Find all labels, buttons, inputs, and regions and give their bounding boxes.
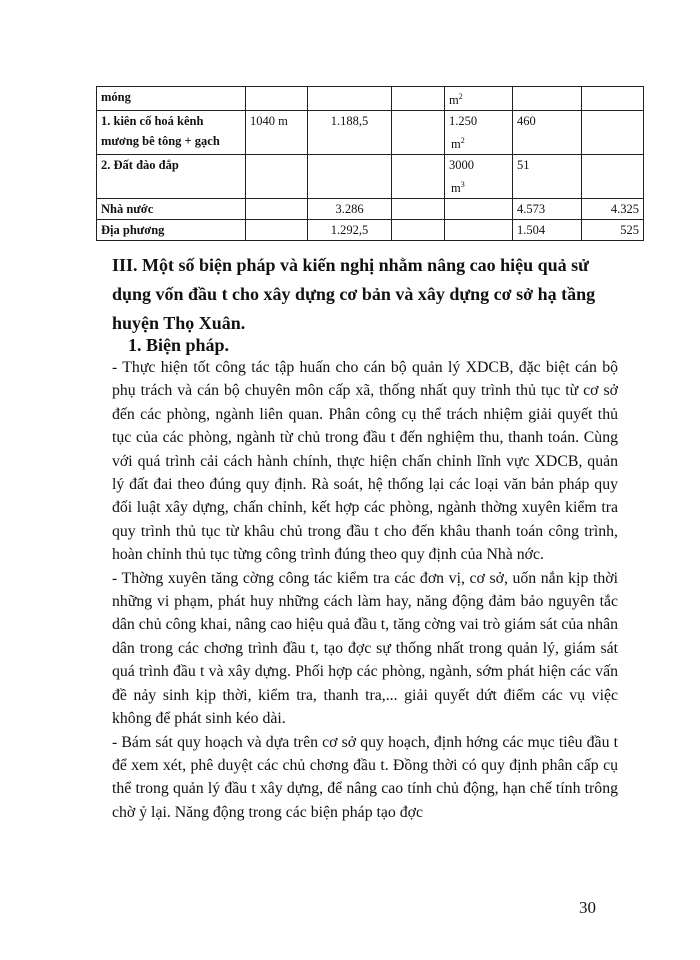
table-cell: 460 <box>513 111 582 155</box>
table-row <box>97 199 644 220</box>
body-text <box>112 356 618 824</box>
section-heading: III. Một số biện pháp và kiến nghị nhằm nâng cao hiệu quả sử dụng vốn đầu t cho xây dựng cơ bản và xây dựng cơ sở hạ tầng huyện Thọ Xuân. <box>112 255 596 333</box>
table-cell <box>513 87 582 111</box>
table-cell: 525 <box>582 220 644 241</box>
table-cell: 4.573 <box>513 199 582 220</box>
table-cell <box>308 155 392 199</box>
table-cell <box>582 87 644 111</box>
table-row <box>97 220 644 241</box>
table-cell: Địa phương <box>97 220 246 241</box>
table-cell <box>392 220 445 241</box>
table-cell <box>445 87 513 111</box>
table-cell: 4.325 <box>582 199 644 220</box>
table-cell <box>246 87 308 111</box>
table-row <box>97 155 644 199</box>
page-number: 30 <box>579 898 596 917</box>
table-cell <box>445 111 513 155</box>
table-row <box>97 87 644 111</box>
table-cell <box>392 155 445 199</box>
table-cell <box>392 111 445 155</box>
table-cell <box>246 155 308 199</box>
table-cell <box>246 199 308 220</box>
table-row <box>97 111 644 155</box>
table-cell <box>246 220 308 241</box>
subsection-heading: 1. Biện pháp. <box>128 335 230 355</box>
table-cell: Nhà nước <box>97 199 246 220</box>
unit-label: $m^2$ <box>449 92 463 108</box>
table-cell: móng <box>97 87 246 111</box>
table-cell <box>445 155 513 199</box>
table-cell <box>582 111 644 155</box>
table-cell <box>392 87 445 111</box>
table-cell: 1.292,5 <box>308 220 392 241</box>
table-cell <box>582 155 644 199</box>
table-cell <box>308 87 392 111</box>
data-table <box>96 86 644 241</box>
unit-label: $m^3$ <box>451 180 465 196</box>
table-cell: 51 <box>513 155 582 199</box>
table-cell <box>445 199 513 220</box>
table-cell <box>392 199 445 220</box>
paragraph: - Thờng xuyên tăng cờng công tác kiểm tra các đơn vị, cơ sở, uốn nắn kịp thời những vi phạm, phát huy những cách làm hay, năng động đảm bảo nguyên tắc dân chủ công khai, nâng cao hiệu quả đầu t, tăng cờng vai trò giám sát của nhân dân trong các chơng trình đầu t, tạo đợc sự thống nhất trong quản lý, giám sát quá trình đầu t và xây dựng. Phối hợp các phòng, ngành, sớm phát hiện các vấn đề nảy sinh kịp thời, kiểm tra, thanh tra,... giải quyết dứt điểm các vụ việc không để phát sinh kéo dài. <box>112 569 618 728</box>
table-cell <box>445 220 513 241</box>
table-cell: 3.286 <box>308 199 392 220</box>
table-cell: 1.504 <box>513 220 582 241</box>
cell-value: 1.250 <box>449 114 478 129</box>
table-cell: 2. Đất đào đắp <box>97 155 246 199</box>
table-cell: 1.188,5 <box>308 111 392 155</box>
paragraph: - Thực hiện tốt công tác tập huấn cho cán bộ quản lý XDCB, đặc biệt cán bộ phụ trách và cán bộ chuyên môn cấp xã, thống nhất quy trình thủ tục từ cơ sở đến các phòng, ngành liên quan. Phân công cụ thể trách nhiệm giải quyết thủ tục của các phòng, ngành từ chủ trong đầu t đến nghiệm thu, thanh toán. Cùng với quá trình cải cách hành chính, thực hiện chấn chỉnh lĩnh vực XDCB, quản lý đất đai theo đúng quy định. Rà soát, hệ thống lại các loại văn bản pháp quy đối luật xây dựng, chấn chỉnh, kết hợp các phòng, ngành thờng xuyên kiểm tra quy trình thủ tục từ khâu chủ trong đầu t cho đến khâu thanh toán công trình, hoàn chỉnh thủ tục từng công trình đúng theo quy định của Nhà nớc. <box>112 359 618 564</box>
unit-label: $m^2$ <box>451 136 465 152</box>
cell-value: 3000 <box>449 158 474 173</box>
table-cell: 1040 m <box>246 111 308 155</box>
table-cell: 1. kiên cố hoá kênh mương bê tông + gạch <box>97 111 246 155</box>
paragraph: - Bám sát quy hoạch và dựa trên cơ sở quy hoạch, định hớng các mục tiêu đầu t để xem xét, phê duyệt các chủ chơng đầu t. Đồng thời có quy định phân cấp cụ thể trong quản lý đầu t xây dựng, để nâng cao tính chủ động, hạn chế tính trông chờ ỷ lại. Năng động trong các biện pháp tạo đợc <box>112 733 618 821</box>
